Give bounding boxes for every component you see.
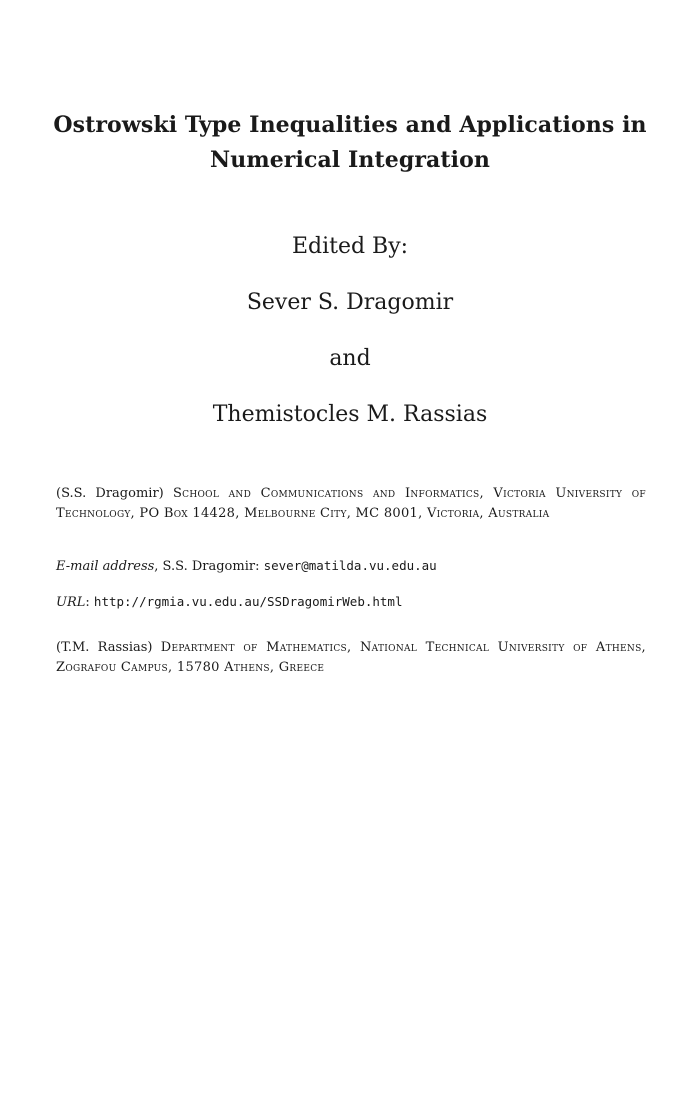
affiliation-tag-dragomir: (S.S. Dragomir) [56,486,164,501]
url-link[interactable]: http://rgmia.vu.edu.au/SSDragomirWeb.html [93,594,403,609]
email-owner: , S.S. Dragomir: [154,559,260,574]
affiliation-dragomir [56,484,646,524]
book-title: Ostrowski Type Inequalities and Applications in Numerical Integration [53,112,647,173]
affiliation-rassias [56,638,646,678]
email-address[interactable]: sever@matilda.vu.edu.au [263,558,437,573]
affiliation-tag-rassias: (T.M. Rassias) [56,640,153,655]
url-line [56,592,646,613]
affiliation-address-dragomir: School and Communications and Informatics, Victoria University of Technology, PO Box 14428, Melbourne City, MC 8001, Victoria, Australia [56,486,646,521]
edited-by-label: Edited By: [291,234,409,259]
editor-name-rassias: Themistocles M. Rassias [212,402,488,427]
affiliation-address-rassias: Department of Mathematics, National Technical University of Athens, Zografou Campus, 15780 Athens, Greece [56,640,646,675]
url-label: URL [56,595,86,610]
editor-name-dragomir: Sever S. Dragomir [246,290,454,315]
conjunction-and: and [329,346,371,371]
url-colon: : [85,595,90,610]
email-label: E-mail address [56,559,155,574]
email-line [56,556,646,577]
